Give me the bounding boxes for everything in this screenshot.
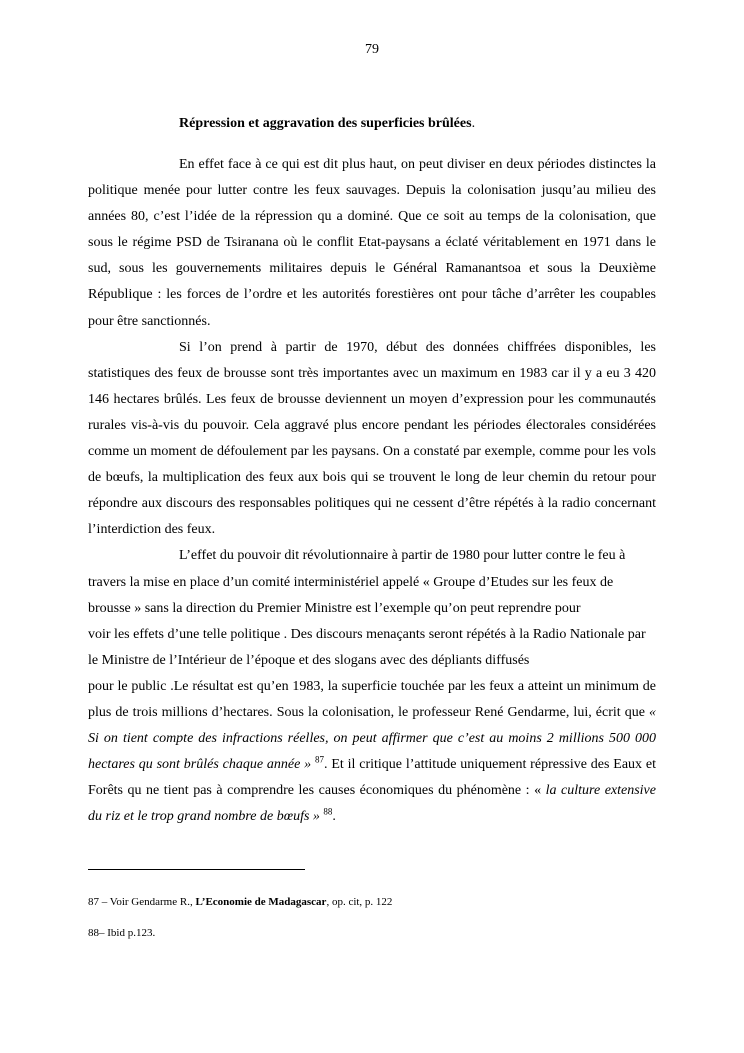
footnote-ref-87[interactable]: 87 xyxy=(315,754,325,765)
footnote-87-prefix: 87 – Voir Gendarme R., xyxy=(88,896,193,908)
footnote-87 xyxy=(88,896,392,908)
paragraph-1: En effet face à ce qui est dit plus haut, on peut diviser en deux périodes distinctes la politique menée pour lutter contre les feux sauvages. Depuis la colonisation jusqu’au milieu des années 80, c’est l’idée de la répression qu a dominé. Que ce soit au temps de la colonisation, que sous le régime PSD de Tsiranana où le conflit Etat-paysans a éclaté véritablement en 1971 dans le sud, sous les gouvernements militaires depuis le Général Ramanantsoa et sous la Deuxième République : les forces de l’ordre et les autorités forestières ont pour tâche d’arrêter les coupables pour être sanctionnés. xyxy=(88,157,656,329)
footnote-separator xyxy=(88,869,305,870)
page-number: 79 xyxy=(365,42,379,57)
paragraph-3-lines-1-3: L’effet du pouvoir dit révolutionnaire à partir de 1980 pour lutter contre le feu à travers la mise en place d’un comité interministériel appelé « Groupe d’Etudes sur les feux de brousse » sans la direction du Premier Ministre est l’exemple qu’on peut reprendre pour xyxy=(88,548,626,616)
section-heading-period: . xyxy=(471,116,476,131)
body-text xyxy=(88,152,656,830)
paragraph-3-text-a: pour le public .Le résultat est qu’en 1983, la superficie touchée par les feux a atteint un minimum de plus de trois millions d’hectares. Sous la colonisation, le professeur René Gendarme, lui, écrit que xyxy=(88,678,656,720)
section-heading xyxy=(179,116,475,132)
footnote-87-book-title: L’Economie de Madagascar xyxy=(195,896,327,908)
section-heading-title: Répression et aggravation des superficies brûlées xyxy=(179,116,472,131)
footnote-88: 88– Ibid p.123. xyxy=(88,927,156,939)
quotation-riz: la culture extensive du riz et le trop grand nombre de bœufs » xyxy=(88,783,656,825)
paragraph-3-lines-4-5: voir les effets d’une telle politique . Des discours menaçants seront répétés à la Radio Nationale par le Ministre de l’Intérieur de l’époque et des slogans avec des dépliants diffusés xyxy=(88,626,646,668)
paragraph-3-end: . xyxy=(332,809,336,825)
paragraph-2: Si l’on prend à partir de 1970, début des données chiffrées disponibles, les statistiques des feux de brousse sont très importantes avec un maximum en 1983 car il y a eu 3 420 146 hectares brûlés. Les feux de brousse deviennent un moyen d’expression pour les communautés rurales vis-à-vis du pouvoir. Cela aggravé plus encore pendant les périodes électorales considérées comme un moment de défoulement par les paysans. On a constaté par exemple, comme pour les vols de bœufs, la multiplication des feux aux bois qui se trouvent le long de leur chemin du retour pour répondre aux discours des responsables politiques qui ne cessent d’être répétés à la radio concernant l’interdiction des feux. xyxy=(88,339,656,538)
quotation-gendarme: « Si on tient compte des infractions réelles, on peut affirmer que c’est au moins 2 millions 500 000 hectares qu sont brûlés chaque année » xyxy=(88,704,656,773)
footnote-87-suffix: , op. cit, p. 122 xyxy=(326,896,393,908)
paragraph-3-rest xyxy=(88,674,656,831)
footnote-ref-88[interactable]: 88 xyxy=(323,806,333,817)
paragraph-3-text-b: . Et il critique l’attitude uniquement répressive des Eaux et Forêts qu ne tient pas à comprendre les causes économiques du phénomène : « xyxy=(88,757,656,799)
